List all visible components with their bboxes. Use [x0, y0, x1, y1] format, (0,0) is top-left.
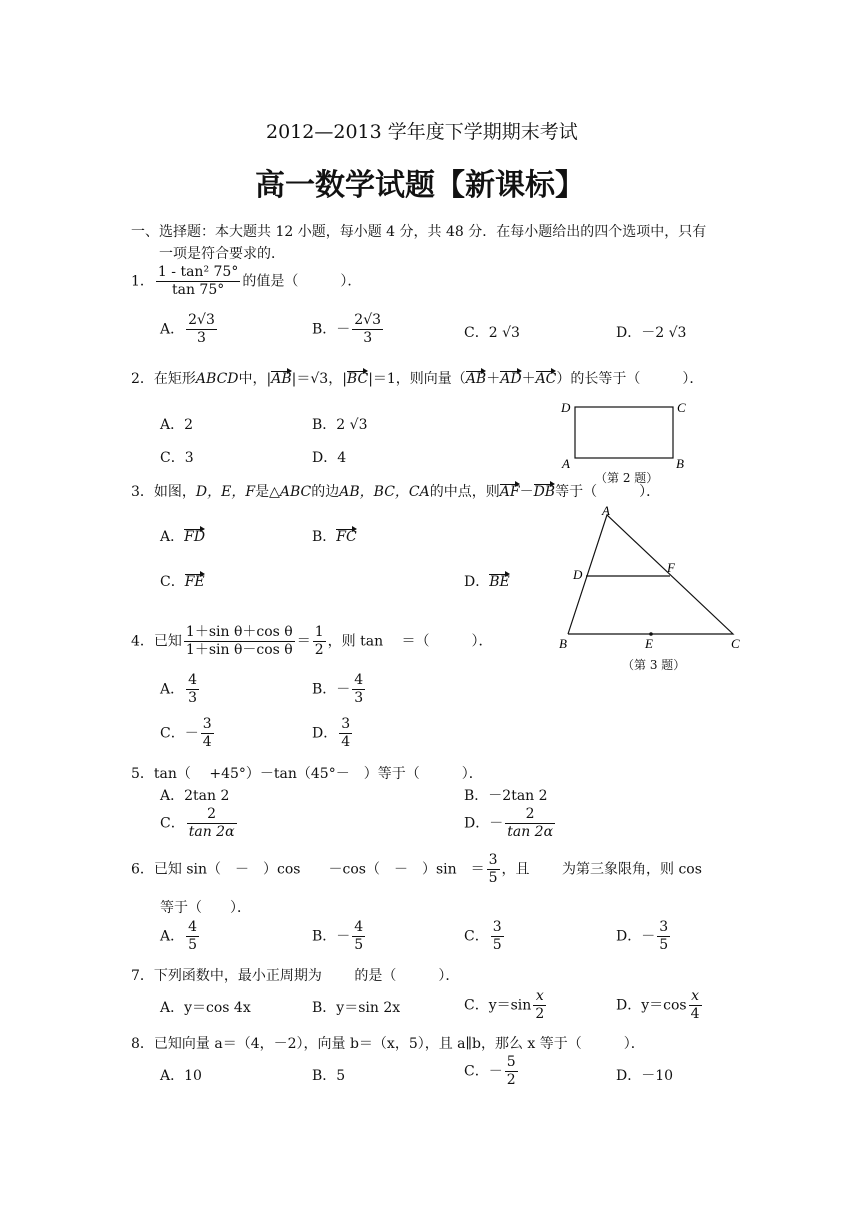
label-c: C — [731, 636, 740, 651]
label-e: E — [645, 636, 653, 651]
label-c: C — [677, 400, 686, 415]
label-a: A — [562, 456, 570, 471]
q4-option-a: A． $\frac{4}{3}$ — [160, 672, 198, 706]
q2-option-c: C．3 — [160, 450, 194, 466]
label-d: D — [561, 400, 571, 415]
q3-option-a: A．FD — [160, 529, 206, 545]
q8-option-a: A．10 — [160, 1068, 202, 1084]
q1-option-b: B．－ $\frac{2√3}{3}$ — [312, 312, 382, 346]
label-a: A — [602, 503, 610, 518]
label-b: B — [676, 456, 684, 471]
q8-option-c: C．－ $\frac{5}{2}$ — [464, 1054, 516, 1088]
q6-option-d: D．－ $\frac{3}{5}$ — [616, 919, 669, 953]
section-instructions-line2: 一项是符合要求的． — [159, 246, 285, 262]
q3-option-d: D．BE — [464, 574, 510, 590]
q2-option-b: B．2 √3 — [312, 417, 368, 433]
q5-option-b: B．－2tan 2 — [464, 788, 548, 804]
q3-option-b: B．FC — [312, 529, 357, 545]
label-d: D — [573, 567, 583, 582]
q4-option-b: B．－ $\frac{4}{3}$ — [312, 672, 364, 706]
q7-option-d: D．y＝cos $\frac{x}{4}$ — [616, 988, 700, 1022]
label-f: F — [667, 560, 675, 575]
q6-option-b: B．－ $\frac{4}{5}$ — [312, 919, 364, 953]
question-7: 7．下列函数中，最小正周期为 的是（ ）． — [131, 968, 460, 984]
q5-option-d: D．－ $\frac{2}{\tan 2\alpha}$ — [464, 806, 554, 840]
q1-option-a: A． $\frac{2√3}{3}$ — [160, 312, 215, 346]
q6-option-c: C． $\frac{3}{5}$ — [464, 919, 502, 953]
q3-option-c: C．FE — [160, 574, 205, 590]
exam-title: 高一数学试题【新课标】 — [255, 168, 585, 203]
q1-option-d: D．－2 √3 — [616, 325, 687, 341]
question-2: 2．在矩形ABCD中，|AB|＝√3，|BC|＝1，则向量（AB＋AD＋AC）的长等于（ ）． — [131, 371, 704, 387]
q1-option-c: C．2 √3 — [464, 325, 520, 341]
section-instructions-line1: 一、选择题：本大题共 12 小题，每小题 4 分，共 48 分．在每小题给出的四个选项中，只有 — [131, 224, 707, 240]
question-3: 3．如图，D，E，F是△ABC的边AB，BC，CA的中点，则AF－DB等于（ ）． — [131, 484, 661, 500]
triangle-abc — [568, 515, 733, 634]
rectangle-abcd — [575, 407, 673, 458]
exam-subtitle: 2012—2013 学年度下学期期末考试 — [266, 121, 578, 143]
question-4: 4．已知 $\frac{\text{1＋sin θ＋cos θ}}{\text{1＋sin θ－cos θ}}$ ＝ $\frac{1}{2}$ ，则 tan ＝（ ）． — [131, 624, 493, 658]
q6-option-a: A． $\frac{4}{5}$ — [160, 919, 198, 953]
question-6: 6．已知 sin（ － ）cos －cos（ － ）sin ＝ $\frac{3}{5}$ ，且 为第三象限角，则 cos — [131, 852, 702, 886]
q7-option-b: B．y＝sin 2x — [312, 1000, 401, 1016]
figure-2-caption: （第 2 题） — [595, 471, 659, 485]
triangle-figure — [555, 503, 750, 653]
q8-option-b: B．5 — [312, 1068, 346, 1084]
q5-option-c: C． $\frac{2}{\tan 2\alpha}$ — [160, 806, 235, 840]
question-5: 5．tan（ +45°）－tan（45°－ ）等于（ ）． — [131, 766, 483, 782]
q8-option-d: D．－10 — [616, 1068, 674, 1084]
q4-option-d: D． $\frac{3}{4}$ — [312, 716, 351, 750]
question-8: 8．已知向量 a＝（4，－2），向量 b＝（x，5），且 a∥b，那么 x 等于（ ）． — [131, 1036, 645, 1052]
q2-option-d: D．4 — [312, 450, 347, 466]
q2-option-a: A．2 — [160, 417, 194, 433]
q7-option-a: A．y＝cos 4x — [160, 1000, 251, 1016]
question-6-line2: 等于（ ）． — [160, 900, 251, 916]
q4-option-c: C．－ $\frac{3}{4}$ — [160, 716, 212, 750]
label-b: B — [559, 636, 567, 651]
question-1: 1． $\frac{\text{1 - tan² 75°}}{\tan 75^\circ}$ 的值是（ ）． — [131, 264, 362, 298]
q7-option-c: C．y＝sin $\frac{x}{2}$ — [464, 988, 545, 1022]
q5-option-a: A．2tan 2 — [160, 788, 230, 804]
figure-3-caption: （第 3 题） — [622, 658, 686, 672]
